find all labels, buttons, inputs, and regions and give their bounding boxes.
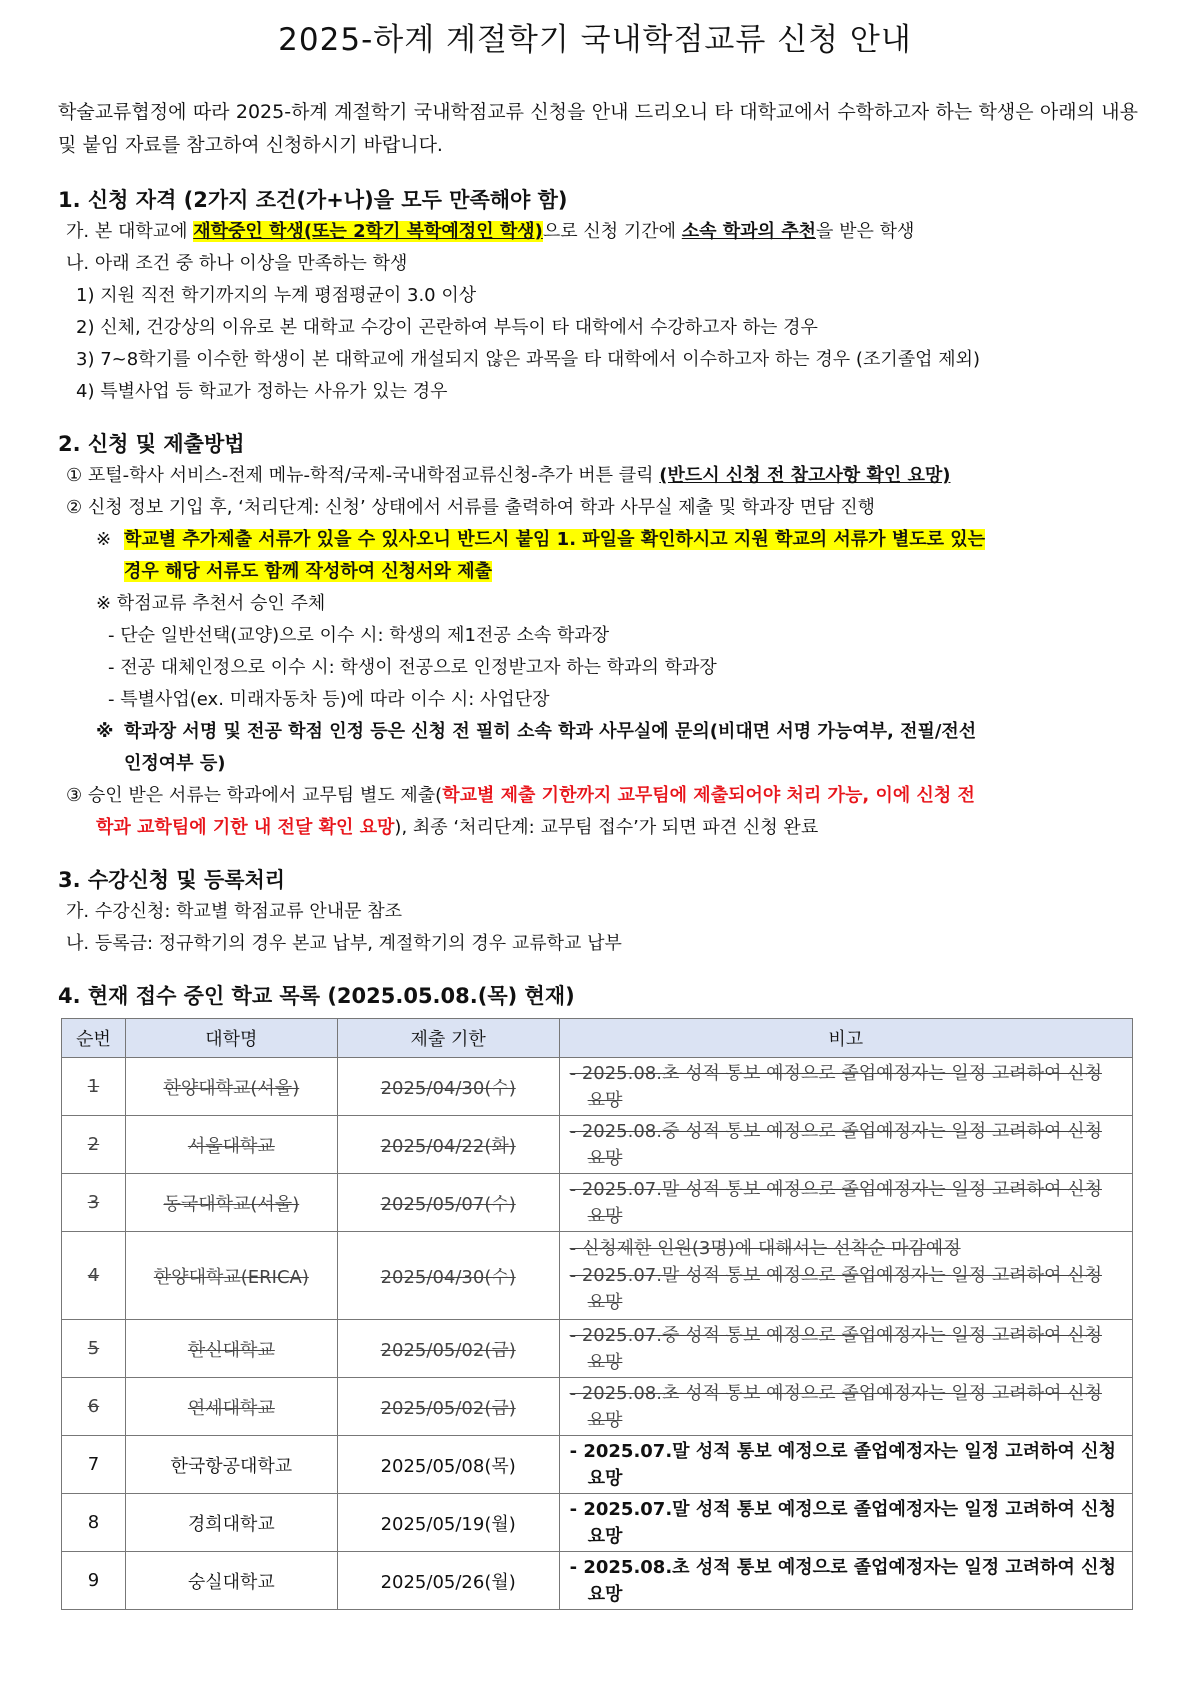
approver-item: - 특별사업(ex. 미래자동차 등)에 따라 이수 시: 사업단장 bbox=[108, 689, 550, 710]
note-1-line-1: 학교별 추가제출 서류가 있을 수 있사오니 반드시 붙임 1. 파일을 확인하시고 지원 학교의 서류가 별도로 있는 bbox=[124, 529, 986, 550]
university-cell-text: 연세대학교 bbox=[187, 1397, 275, 1419]
university-cell bbox=[125, 1320, 337, 1378]
university-cell-text: 동국대학교(서울) bbox=[163, 1193, 300, 1215]
ga-middle: 으로 신청 기간에 bbox=[542, 221, 682, 242]
university-cell bbox=[125, 1494, 337, 1552]
deadline-cell bbox=[337, 1174, 559, 1232]
deadline-cell bbox=[337, 1436, 559, 1494]
table-header-row bbox=[62, 1019, 1133, 1058]
deadline-cell bbox=[337, 1494, 559, 1552]
note-3-line-2: 인정여부 등) bbox=[124, 753, 226, 774]
row-number-cell bbox=[62, 1058, 126, 1116]
remark-cell bbox=[559, 1378, 1132, 1436]
deadline-cell-text: 2025/05/02(금) bbox=[380, 1397, 516, 1419]
row-number-cell bbox=[62, 1494, 126, 1552]
page-title: 2025-하계 계절학기 국내학점교류 신청 안내 bbox=[278, 22, 912, 58]
university-cell-text: 서울대학교 bbox=[187, 1135, 275, 1157]
eligibility-item: 3) 7~8학기를 이수한 학생이 본 대학교에 개설되지 않은 과목을 타 대학에서 이수하고자 하는 경우 (조기졸업 제외) bbox=[76, 349, 981, 370]
section-1-heading: 1. 신청 자격 (2가지 조건(가+나)을 모두 만족해야 함) bbox=[58, 188, 568, 212]
method-step-3-line-2 bbox=[96, 812, 818, 844]
note-2: ※ 학점교류 추천서 승인 주체 bbox=[96, 593, 326, 614]
remark-line: - 2025.08.초 성적 통보 예정으로 졸업예정자는 일정 고려하여 신청 요망 bbox=[569, 1382, 1102, 1431]
row-number-cell-text: 6 bbox=[87, 1396, 100, 1417]
deadline-cell bbox=[337, 1552, 559, 1610]
registration-na: 나. 등록금: 정규학기의 경우 본교 납부, 계절학기의 경우 교류학교 납부 bbox=[66, 933, 622, 954]
deadline-cell bbox=[337, 1378, 559, 1436]
remark-line: - 2025.08.중 성적 통보 예정으로 졸업예정자는 일정 고려하여 신청 요망 bbox=[569, 1120, 1102, 1169]
row-number-cell-text: 1 bbox=[87, 1076, 100, 1097]
step-3-red-2: 학과 교학팀에 기한 내 전달 확인 요망 bbox=[96, 817, 395, 838]
row-number-cell bbox=[62, 1378, 126, 1436]
table-body bbox=[62, 1058, 1133, 1610]
row-number-cell bbox=[62, 1320, 126, 1378]
approver-item: - 단순 일반선택(교양)으로 이수 시: 학생의 제1전공 소속 학과장 bbox=[108, 625, 610, 646]
column-header: 비고 bbox=[559, 1019, 1132, 1058]
university-cell-text: 한양대학교(서울) bbox=[163, 1077, 300, 1099]
section-2-heading: 2. 신청 및 제출방법 bbox=[58, 432, 245, 456]
university-cell bbox=[125, 1058, 337, 1116]
remark-line: - 2025.07.중 성적 통보 예정으로 졸업예정자는 일정 고려하여 신청 요망 bbox=[569, 1324, 1102, 1373]
eligibility-item: 4) 특별사업 등 학교가 정하는 사유가 있는 경우 bbox=[76, 381, 448, 402]
ga-underline: 소속 학과의 추천 bbox=[681, 221, 816, 242]
step-3-prefix: ③ 승인 받은 서류는 학과에서 교무팀 별도 제출( bbox=[66, 785, 443, 806]
table-row bbox=[62, 1378, 1133, 1436]
remark-cell bbox=[559, 1174, 1132, 1232]
step-1-text: ① 포털-학사 서비스-전제 메뉴-학적/국제-국내학점교류신청-추가 버튼 클릭 bbox=[66, 465, 660, 486]
university-cell-text: 숭실대학교 bbox=[187, 1571, 275, 1593]
remark-cell bbox=[559, 1320, 1132, 1378]
column-header: 순번 bbox=[62, 1019, 126, 1058]
method-step-1 bbox=[66, 460, 950, 492]
remark-cell bbox=[559, 1232, 1132, 1320]
row-number-cell bbox=[62, 1174, 126, 1232]
row-number-cell bbox=[62, 1116, 126, 1174]
deadline-cell-text: 2025/04/30(수) bbox=[380, 1077, 516, 1099]
ga-prefix: 가. 본 대학교에 bbox=[66, 221, 194, 242]
column-header: 제출 기한 bbox=[337, 1019, 559, 1058]
university-cell-text: 한국항공대학교 bbox=[170, 1455, 293, 1477]
step-3-suffix: ), 최종 ‘처리단계: 교무팀 접수’가 되면 파견 신청 완료 bbox=[394, 817, 819, 838]
deadline-cell bbox=[337, 1058, 559, 1116]
deadline-cell-text: 2025/04/22(화) bbox=[380, 1135, 516, 1157]
remark-line: - 2025.08.초 성적 통보 예정으로 졸업예정자는 일정 고려하여 신청 요망 bbox=[569, 1556, 1116, 1605]
remark-cell bbox=[559, 1494, 1132, 1552]
remark-line: - 2025.07.말 성적 통보 예정으로 졸업예정자는 일정 고려하여 신청 요망 bbox=[569, 1440, 1116, 1489]
method-step-3-line-1 bbox=[66, 780, 975, 812]
ga-highlight: 재학중인 학생(또는 2학기 복학예정인 학생) bbox=[193, 221, 543, 242]
deadline-cell bbox=[337, 1320, 559, 1378]
table-row bbox=[62, 1436, 1133, 1494]
section-4-heading: 4. 현재 접수 중인 학교 목록 (2025.05.08.(목) 현재) bbox=[58, 984, 575, 1008]
row-number-cell bbox=[62, 1436, 126, 1494]
row-number-cell-text: 7 bbox=[87, 1454, 100, 1475]
row-number-cell-text: 8 bbox=[87, 1512, 100, 1533]
university-cell-text: 경희대학교 bbox=[187, 1513, 275, 1535]
deadline-cell-text: 2025/05/26(월) bbox=[380, 1571, 516, 1593]
step-1-bold: (반드시 신청 전 참고사항 확인 요망) bbox=[659, 465, 951, 486]
university-cell bbox=[125, 1116, 337, 1174]
remark-cell bbox=[559, 1116, 1132, 1174]
deadline-cell bbox=[337, 1116, 559, 1174]
deadline-cell bbox=[337, 1232, 559, 1320]
deadline-cell-text: 2025/05/08(목) bbox=[380, 1455, 516, 1477]
table-row bbox=[62, 1494, 1133, 1552]
remark-line: - 2025.08.초 성적 통보 예정으로 졸업예정자는 일정 고려하여 신청 요망 bbox=[569, 1062, 1102, 1111]
note-1-line-2: 경우 해당 서류도 함께 작성하여 신청서와 제출 bbox=[124, 561, 492, 582]
section-3-heading: 3. 수강신청 및 등록처리 bbox=[58, 868, 286, 892]
remark-cell bbox=[559, 1552, 1132, 1610]
table-row bbox=[62, 1552, 1133, 1610]
approver-item: - 전공 대체인정으로 이수 시: 학생이 전공으로 인정받고자 하는 학과의 학과장 bbox=[108, 657, 717, 678]
table-row bbox=[62, 1232, 1133, 1320]
eligibility-item: 2) 신체, 건강상의 이유로 본 대학교 수강이 곤란하여 부득이 타 대학에서 수강하고자 하는 경우 bbox=[76, 317, 818, 338]
intro-paragraph: 학술교류협정에 따라 2025-하계 계절학기 국내학점교류 신청을 안내 드리오니 타 대학교에서 수학하고자 하는 학생은 아래의 내용 및 붙임 자료를 참고하여 신청하시기 바랍니다. bbox=[58, 101, 1138, 156]
column-header: 대학명 bbox=[125, 1019, 337, 1058]
note-3-line-1: 학과장 서명 및 전공 학점 인정 등은 신청 전 필히 소속 학과 사무실에 문의(비대면 서명 가능여부, 전필/전선 bbox=[124, 721, 977, 742]
row-number-cell bbox=[62, 1552, 126, 1610]
row-number-cell-text: 5 bbox=[87, 1338, 100, 1359]
table-row bbox=[62, 1116, 1133, 1174]
remark-line: - 2025.07.말 성적 통보 예정으로 졸업예정자는 일정 고려하여 신청 요망 bbox=[569, 1498, 1116, 1547]
table-row bbox=[62, 1174, 1133, 1232]
step-3-red-1: 학교별 제출 기한까지 교무팀에 제출되어야 처리 가능, 이에 신청 전 bbox=[442, 785, 975, 806]
table-row bbox=[62, 1058, 1133, 1116]
deadline-cell-text: 2025/04/30(수) bbox=[380, 1266, 516, 1288]
row-number-cell-text: 9 bbox=[87, 1570, 100, 1591]
deadline-cell-text: 2025/05/07(수) bbox=[380, 1193, 516, 1215]
eligibility-item: 1) 지원 직전 학기까지의 누계 평점평균이 3.0 이상 bbox=[76, 285, 477, 306]
university-cell bbox=[125, 1232, 337, 1320]
eligibility-na: 나. 아래 조건 중 하나 이상을 만족하는 학생 bbox=[66, 253, 408, 274]
table-row bbox=[62, 1320, 1133, 1378]
university-cell bbox=[125, 1378, 337, 1436]
note-1-mark: ※ bbox=[96, 529, 112, 550]
row-number-cell bbox=[62, 1232, 126, 1320]
deadline-cell-text: 2025/05/02(금) bbox=[380, 1339, 516, 1361]
school-list-table bbox=[61, 1018, 1133, 1610]
university-cell-text: 한양대학교(ERICA) bbox=[153, 1266, 309, 1288]
row-number-cell-text: 3 bbox=[87, 1192, 100, 1213]
method-step-2: ② 신청 정보 기입 후, ‘처리단계: 신청’ 상태에서 서류를 출력하여 학과 사무실 제출 및 학과장 면담 진행 bbox=[66, 497, 876, 518]
university-cell-text: 한신대학교 bbox=[187, 1339, 275, 1361]
remark-line: - 2025.07.말 성적 통보 예정으로 졸업예정자는 일정 고려하여 신청 요망 bbox=[569, 1265, 1102, 1313]
row-number-cell-text: 4 bbox=[87, 1265, 100, 1286]
remark-line: - 2025.07.말 성적 통보 예정으로 졸업예정자는 일정 고려하여 신청 요망 bbox=[569, 1178, 1102, 1227]
note-3-mark: ※ bbox=[96, 721, 114, 742]
registration-ga: 가. 수강신청: 학교별 학점교류 안내문 참조 bbox=[66, 901, 402, 922]
university-cell bbox=[125, 1552, 337, 1610]
remark-cell bbox=[559, 1436, 1132, 1494]
ga-suffix: 을 받은 학생 bbox=[816, 221, 915, 242]
deadline-cell-text: 2025/05/19(월) bbox=[380, 1513, 516, 1535]
row-number-cell-text: 2 bbox=[87, 1134, 100, 1155]
remark-cell bbox=[559, 1058, 1132, 1116]
university-cell bbox=[125, 1436, 337, 1494]
remark-line: - 신청제한 인원(3명)에 대해서는 선착순 마감예정 bbox=[569, 1238, 961, 1259]
university-cell bbox=[125, 1174, 337, 1232]
eligibility-ga bbox=[66, 216, 914, 248]
